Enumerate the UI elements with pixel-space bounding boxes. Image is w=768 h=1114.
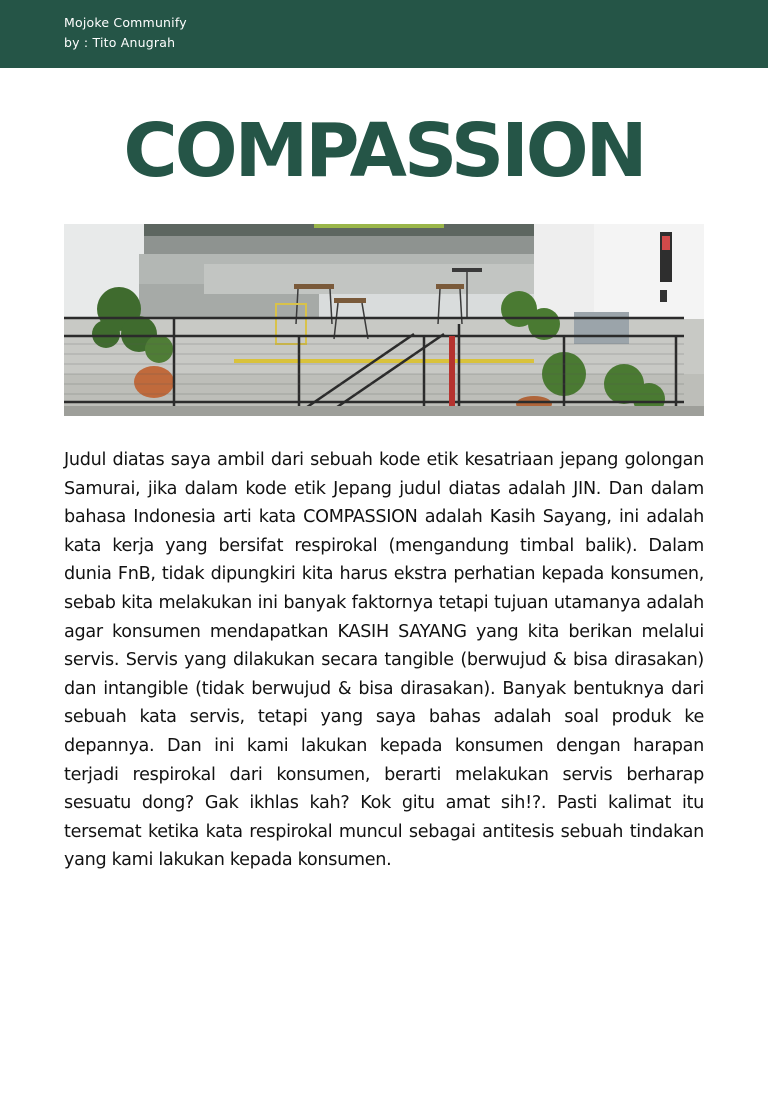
cafe-terrace-photo <box>64 224 704 416</box>
article-body: Judul diatas saya ambil dari sebuah kode etik kesatriaan jepang golongan Samurai, jika dalam kode etik Jepang judul diatas adalah JIN. Dan dalam bahasa Indonesia arti kata COMPASSION adalah Kasih Sayang, ini adalah kata kerja yang bersifat respirokal (mengandung timbal balik). Dalam dunia FnB, tidak dipungkiri kita harus ekstra perhatian kepada konsumen, sebab kita melakukan ini banyak faktornya tetapi tujuan utamanya adalah agar konsumen mendapatkan KASIH SAYANG yang kita berikan melalui servis. Servis yang dilakukan secara tangible (berwujud & bisa dirasakan) dan intangible (tidak berwujud & bisa dirasakan). Banyak bentuknya dari sebuah kata servis, tetapi yang saya bahas adalah soal produk ke depannya. Dan ini kami lakukan kepada konsumen dengan harapan terjadi respirokal dari konsumen, berarti melakukan servis berharap sesuatu dong? Gak ikhlas kah? Kok gitu amat sih!?. Pasti kalimat itu tersemat ketika kata respirokal muncul sebagai antitesis sebuah tindakan yang kami lakukan kepada konsumen. <box>64 450 704 871</box>
page-title: COMPASSION <box>123 108 645 194</box>
brand-name: Mojoke Communify <box>64 15 187 30</box>
page-header <box>0 0 768 68</box>
author-byline: by : Tito Anugrah <box>64 35 176 50</box>
